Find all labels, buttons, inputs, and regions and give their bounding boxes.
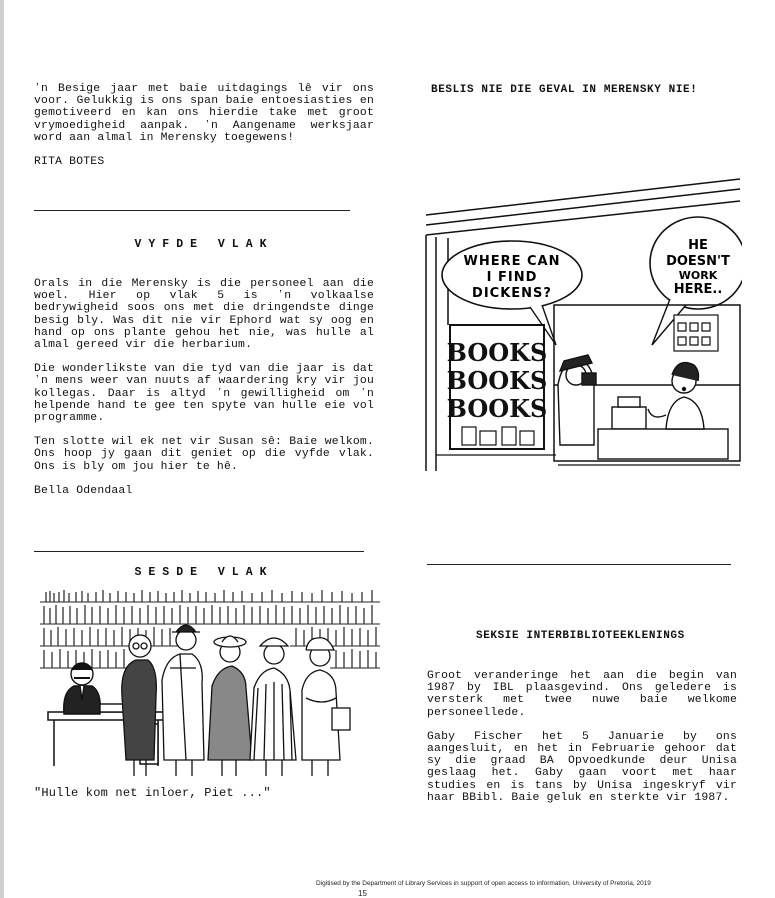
- ibl-body: [427, 670, 737, 804]
- vyfde-signature: Bella Odendaal: [34, 484, 133, 497]
- vyfde-vlak-heading: VYFDE VLAK: [134, 238, 274, 251]
- office-crowd-cartoon: [40, 588, 380, 780]
- bookshop-cartoon: [422, 175, 742, 471]
- divider-1: [34, 210, 350, 211]
- vyfde-paragraph-1: Orals in die Merensky is die personeel aan die woel. Hier op vlak 5 is ʼn volkaalse bedrywigheid soos ons met die dringendste dinge besig bly. Was dit nie vir Ephord wat sy oog en hand op ons plante gehou het nie, was hulle al almal gereed vir die herbarium.: [34, 278, 374, 352]
- bubble-right-line-1: HE: [688, 238, 708, 253]
- bubble-left-line-2: I FIND: [486, 270, 538, 285]
- sign-line-1: BOOKS: [446, 338, 548, 367]
- vyfde-vlak-body: [34, 278, 374, 497]
- bubble-right-line-2: DOESN'T: [666, 254, 730, 269]
- ibl-paragraph-2: Gaby Fischer het 5 Januarie by ons aangesluit, en het in Februarie gehoor dat sy die graad BA Opvoedkunde deur Unisa geslaag het. Gaby gaan voort met haar studies en is tans by Unisa ingeskryf vir haar BBibl. Baie geluk en sterkte vir 1987.: [427, 730, 737, 804]
- digitised-note: Digitised by the Department of Library Services in support of open access to information, University of Pretoria, 2019: [316, 880, 651, 887]
- page-edge: [0, 0, 4, 898]
- divider-right: [427, 564, 731, 565]
- beslis-heading: BESLIS NIE DIE GEVAL IN MERENSKY NIE!: [431, 84, 698, 96]
- bubble-right-line-4: HERE..: [673, 282, 723, 297]
- sign-line-2: BOOKS: [446, 366, 548, 395]
- left-cartoon-caption: "Hulle kom net inloer, Piet ...": [34, 786, 271, 800]
- bubble-left-line-1: WHERE CAN: [463, 254, 561, 269]
- ibl-paragraph-1: Groot veranderinge het aan die begin van 1987 by IBL plaasgevind. Ons geledere is versterk met twee nuwe baie welkome personeellede.: [427, 670, 737, 719]
- intro-paragraph: ʼn Besige jaar met baie uitdagings lê vir ons voor. Gelukkig is ons span baie entoesiasties en gemotiveerd en kan ons hierdie take met groot vrymoedigheid aanpak. ʼn Aangename werksjaar word aan almal in Merensky toegewens!: [34, 83, 374, 144]
- divider-2: [34, 551, 364, 552]
- page-number: 15: [358, 889, 367, 898]
- intro-signature: RITA BOTES: [34, 156, 105, 169]
- sesde-vlak-heading: SESDE VLAK: [134, 566, 274, 579]
- vyfde-paragraph-3: Ten slotte wil ek net vir Susan sê: Baie welkom. Ons hoop jy gaan dit geniet op die vyfde vlak. Ons is bly om jou hier te hê.: [34, 436, 374, 473]
- ibl-heading: SEKSIE INTERBIBLIOTEEKLENINGS: [476, 630, 685, 642]
- sign-line-3: BOOKS: [446, 394, 548, 423]
- bubble-left-line-3: DICKENS?: [472, 286, 552, 301]
- intro-block: [34, 83, 374, 168]
- vyfde-paragraph-2: Die wonderlikste van die tyd van die jaar is dat ʼn mens weer van nuuts af waardering kry vir jou kollegas. Daar is altyd ʼn gewilligheid om ʼn helpende hand te gee ten spyte van hulle eie vol programme.: [34, 363, 374, 425]
- bubble-right-line-3: WORK: [678, 269, 718, 282]
